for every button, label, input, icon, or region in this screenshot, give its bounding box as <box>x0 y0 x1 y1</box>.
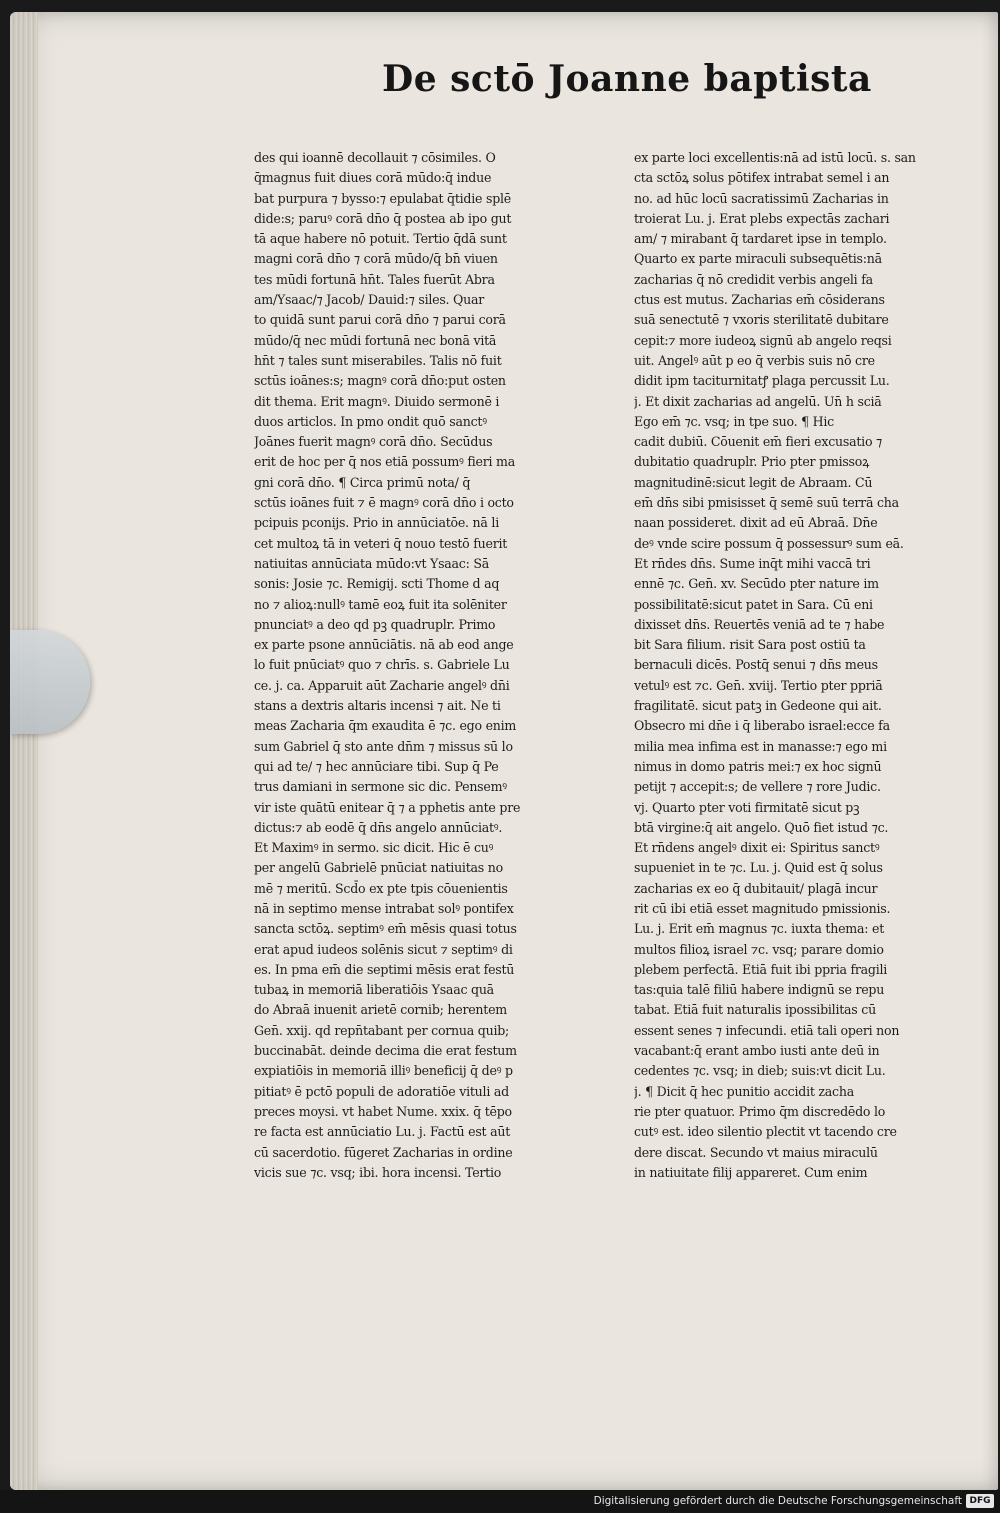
text-line: meas Zacharia q̄m exaudita ē ⁊c. ego enim <box>254 718 517 734</box>
page-edges <box>10 12 38 1490</box>
text-line: cū sacerdotio. fūgeret Zacharias in ordine <box>254 1144 513 1160</box>
text-line: vetulꝰ est ⁊c. Gen̄. xviij. Tertio pter ppriā <box>634 677 883 693</box>
text-line: am/Ysaac/⁊ Jacob/ Dauid:⁊ siles. Quar <box>254 292 485 308</box>
text-line: stans a dextris altaris incensi ⁊ ait. Ne ti <box>254 698 501 714</box>
text-line: dubitatio quadruplr. Prio pter pmissoꝝ <box>634 454 870 470</box>
text-line: bit Sara filium. risit Sara post ostiū ta <box>634 637 866 653</box>
text-line: ennē ⁊c. Gen̄. xv. Secūdo pter nature im <box>634 576 879 592</box>
text-line: q̄magnus fuit diues corā mūdo:q̄ indue <box>254 170 492 186</box>
text-line: sonis: Josie ⁊c. Remigij. scti Thome d aq <box>254 576 500 592</box>
text-line: Et rn̄des dn̄s. Sume inq̄t mihi vaccā tri <box>634 555 871 571</box>
text-line: expiatiōis in memoriā illiꝰ beneficij q̄ deꝰ p <box>254 1063 513 1079</box>
text-line: per angelū Gabrielē pnūciat natiuitas no <box>254 860 503 876</box>
text-line: nimus in domo patris mei:⁊ ex hoc signū <box>634 758 882 774</box>
text-line: tas:quia talē filiū habere indignū se repu <box>634 982 885 998</box>
text-line: sctūs ioānes fuit ⁊ ē magnꝰ corā dn̄o i octo <box>254 495 514 511</box>
text-line: mē ⁊ meritū. Scd̄o ex pte tpis cōuenientis <box>254 880 508 896</box>
text-line: des qui ioannē decollauit ⁊ cōsimiles. O <box>254 150 496 165</box>
text-line: tubaꝝ in memoriā liberatiōis Ysaac quā <box>254 982 494 998</box>
running-header: De sctō Joanne baptista <box>382 58 872 100</box>
text-line: dit thema. Erit magnꝰ. Diuido sermonē i <box>254 393 500 409</box>
text-line: uit. Angelꝰ aūt p eo q̄ verbis suis nō cre <box>634 352 875 368</box>
text-line: mūdo/q̄ nec mūdi fortunā nec bonā vitā <box>254 332 497 348</box>
text-line: btā virgine:q̄ ait angelo. Quō fiet istud ⁊c. <box>634 819 889 835</box>
text-line: preces moysi. vt habet Nume. xxix. q̄ tēpo <box>254 1103 512 1119</box>
text-line: cutꝰ est. ideo silentio plectit vt tacendo cre <box>634 1124 897 1140</box>
text-line: tabat. Etiā fuit naturalis ipossibilitas cū <box>634 1002 876 1018</box>
text-line: pitiatꝰ ē pctō populi de adoratiōe vituli ad <box>254 1083 509 1099</box>
text-line: no. ad hūc locū sacratissimū Zacharias in <box>634 190 889 206</box>
text-line: Et rn̄dens angelꝰ dixit ei: Spiritus sanctꝰ <box>634 840 880 856</box>
text-line: bat purpura ⁊ bysso:⁊ epulabat q̄tidie splē <box>254 190 511 206</box>
text-line: cedentes ⁊c. vsq; in dieb; suis:vt dicit Lu. <box>634 1063 886 1079</box>
text-line: natiuitas annūciata mūdo:vt Ysaac: Sā <box>254 555 489 571</box>
text-line: cepit:⁊ more iudeoꝝ signū ab angelo reqsi <box>634 332 892 348</box>
text-line: rie pter quatuor. Primo q̄m discredēdo lo <box>634 1103 886 1119</box>
text-line: vacabant:q̄ erant ambo iusti ante deū in <box>634 1043 880 1059</box>
text-line: ctus est mutus. Zacharias em̄ cōsiderans <box>634 292 885 308</box>
text-line: re facta est annūciatio Lu. j. Factū est aūt <box>254 1124 511 1140</box>
text-line: vj. Quarto pter voti firmitatē sicut pꝫ <box>634 799 860 815</box>
text-line: magnitudinē:sicut legit de Abraam. Cū <box>634 474 873 490</box>
text-line: gni corā dn̄o. ¶ Circa primū nota/ q̄ <box>254 474 471 490</box>
text-line: possibilitatē:sicut patet in Sara. Cū eni <box>634 596 873 612</box>
footer-bar <box>0 1490 1000 1513</box>
page-clip <box>10 630 90 734</box>
text-line: multos filioꝝ israel ⁊c. vsq; parare domio <box>634 941 884 957</box>
text-line: em̄ dn̄s sibi pmisisset q̄ semē suū terrā cha <box>634 495 899 511</box>
text-line: Quarto ex parte miraculi subsequētis:nā <box>634 251 882 267</box>
text-line: lo fuit pnūciatꝰ quo ⁊ chrīs. s. Gabriele Lu <box>254 657 510 673</box>
text-line: cet multoꝝ tā in veteri q̄ nouo testō fuerit <box>254 535 508 551</box>
text-line: j. Et dixit zacharias ad angelū. Un̄ h sciā <box>634 393 882 409</box>
text-line: fragilitatē. sicut patꝫ in Gedeone qui ait. <box>634 698 882 714</box>
text-line: Obsecro mi dn̄e i q̄ liberabo israel:ecce fa <box>634 718 890 734</box>
left-text-column <box>254 148 614 1183</box>
text-line: no ⁊ alioꝝ:nullꝰ tamē eoꝝ fuit ita solēniter <box>254 596 507 612</box>
text-line: erat apud iudeos solēnis sicut ⁊ septimꝰ di <box>254 941 513 957</box>
text-line: sctūs ioānes:s; magnꝰ corā dn̄o:put osten <box>254 373 506 389</box>
book-page <box>10 12 998 1490</box>
text-line: sum Gabriel q̄ sto ante dn̄m ⁊ missus sū lo <box>254 738 513 754</box>
text-line: trus damiani in sermone sic dic. Pensemꝰ <box>254 779 507 795</box>
text-line: ex parte loci excellentis:nā ad istū locū. s. san <box>634 150 916 165</box>
text-line: tā aque habere nō potuit. Tertio q̄dā sunt <box>254 231 507 247</box>
text-line: essent senes ⁊ infecundi. etiā tali operi non <box>634 1022 900 1038</box>
text-line: duos articlos. In pmo ondit quō sanctꝰ <box>254 413 487 429</box>
text-line: naan possideret. dixit ad eū Abraā. Dn̄e <box>634 515 878 531</box>
text-line: deꝰ vnde scire possum q̄ possessurꝰ sum eā. <box>634 535 904 551</box>
text-line: buccinabāt. deinde decima die erat festum <box>254 1043 517 1059</box>
text-line: do Abraā inuenit arietē cornib; herentem <box>254 1002 507 1018</box>
text-line: dixisset dn̄s. Reuertēs veniā ad te ⁊ habe <box>634 616 885 632</box>
text-line: plebem perfectā. Etiā fuit ibi ppria fragili <box>634 961 888 977</box>
text-line: vicis sue ⁊c. vsq; ibi. hora incensi. Tertio <box>254 1164 502 1180</box>
text-line: ce. j. ca. Apparuit aūt Zacharie angelꝰ dn̄i <box>254 677 510 693</box>
text-line: petijt ⁊ accepit:s; de vellere ⁊ rore Judic. <box>634 779 881 795</box>
text-line: dictus:⁊ ab eodē q̄ dn̄s angelo annūciatꝰ. <box>254 819 503 835</box>
text-line: suā senectutē ⁊ vxoris sterilitatē dubitare <box>634 312 889 328</box>
text-line: erit de hoc per q̄ nos etiā possumꝰ fieri ma <box>254 454 515 470</box>
text-line: magni corā dn̄o ⁊ corā mūdo/q̄ bn̄ viuen <box>254 251 498 267</box>
text-line: cadit dubiū. Cōuenit em̄ fieri excusatio ⁊ <box>634 434 883 450</box>
text-line: nā in septimo mense intrabat solꝰ pontifex <box>254 900 514 916</box>
text-line: zacharias q̄ nō credidit verbis angeli fa <box>634 271 873 287</box>
text-line: Et Maximꝰ in sermo. sic dicit. Hic ē cuꝰ <box>254 840 494 856</box>
text-line: pcipuis pconijs. Prio in annūciatōe. nā li <box>254 515 499 531</box>
text-line: dere discat. Secundo vt maius miraculū <box>634 1144 878 1160</box>
text-line: am/ ⁊ mirabant q̄ tardaret ipse in templo. <box>634 231 887 247</box>
text-line: tes mūdi fortunā hn̄t. Tales fuerūt Abra <box>254 271 495 287</box>
text-line: Lu. j. Erit em̄ magnus ⁊c. iuxta thema: et <box>634 921 885 937</box>
text-line: Gen̄. xxij. qd repn̄tabant per cornua quib; <box>254 1022 510 1038</box>
right-text-column <box>634 148 968 1183</box>
text-line: hn̄t ⁊ tales sunt miserabiles. Talis nō fuit <box>254 352 502 368</box>
text-line: es. In pma em̄ die septimi mēsis erat festū <box>254 961 515 977</box>
text-line: dide:s; paruꝰ corā dn̄o q̄ postea ab ipo gut <box>254 210 512 226</box>
text-line: Joānes fuerit magnꝰ corā dn̄o. Secūdus <box>254 434 493 450</box>
text-line: rit cū ibi etiā esset magnitudo pmissionis. <box>634 900 891 916</box>
text-line: pnunciatꝰ a deo qd pꝫ quadruplr. Primo <box>254 616 496 632</box>
text-line: troierat Lu. j. Erat plebs expectās zachari <box>634 210 890 226</box>
text-line: supueniet in te ⁊c. Lu. j. Quid est q̄ solus <box>634 860 883 876</box>
text-line: ex parte psone annūciātis. nā ab eod ange <box>254 637 514 653</box>
dfg-logo: DFG <box>966 1494 994 1508</box>
footer-credit: Digitalisierung gefördert durch die Deutsche Forschungsgemeinschaft <box>593 1495 962 1507</box>
text-line: qui ad te/ ⁊ hec annūciare tibi. Sup q̄ Pe <box>254 758 499 774</box>
text-line: cta sctōꝝ solus pōtifex intrabat semel i an <box>634 170 890 186</box>
text-line: zacharias ex eo q̄ dubitauit/ plagā incur <box>634 880 878 896</box>
text-line: j. ¶ Dicit q̄ hec punitio accidit zacha <box>634 1083 854 1099</box>
text-line: to quidā sunt parui corā dn̄o ⁊ parui corā <box>254 312 506 328</box>
text-line: didit ipm taciturnitatꝭ plaga percussit Lu. <box>634 373 890 389</box>
text-line: milia mea infima est in manasse:⁊ ego mi <box>634 738 887 754</box>
text-line: Ego em̄ ⁊c. vsq; in tpe suo. ¶ Hic <box>634 413 834 429</box>
text-line: in natiuitate filij appareret. Cum enim <box>634 1164 868 1180</box>
text-line: sancta sctōꝝ. septimꝰ em̄ mēsis quasi totus <box>254 921 517 937</box>
text-line: vir iste quātū enitear q̄ ⁊ a pphetis ante pre <box>254 799 521 815</box>
text-line: bernaculi dicēs. Postq̄ senui ⁊ dn̄s meus <box>634 657 878 673</box>
